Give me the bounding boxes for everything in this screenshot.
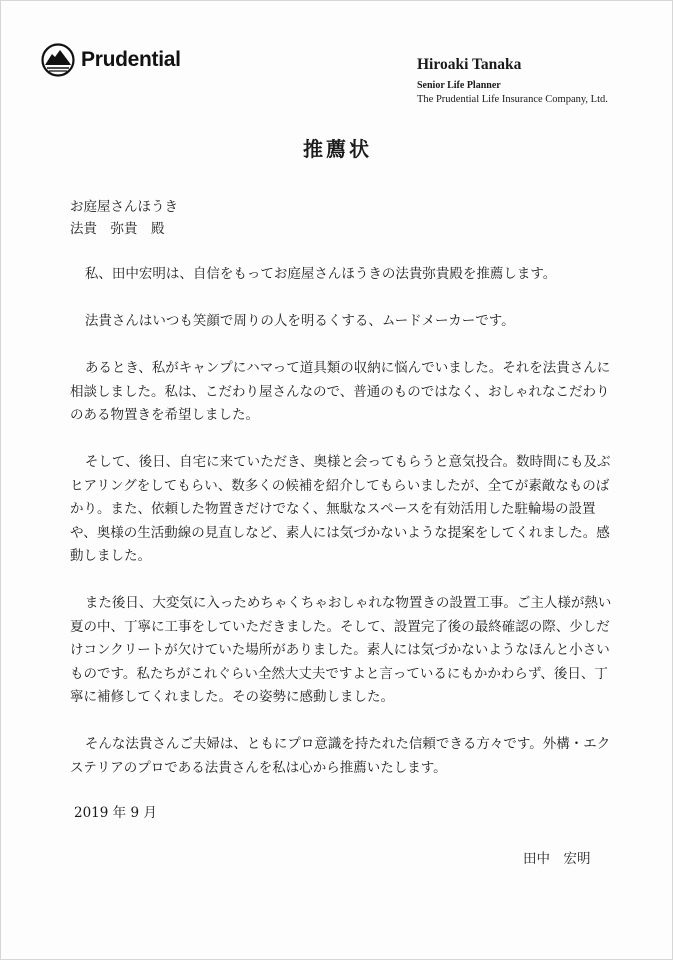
- letter-body: [70, 263, 615, 804]
- prudential-rock-icon: [41, 43, 75, 77]
- letter-title: 推薦状: [303, 137, 372, 161]
- recipient-company: お庭屋さんほうき: [70, 199, 178, 215]
- paragraph: 法貴さんはいつも笑顔で周りの人を明るくする、ムードメーカーです。: [84, 313, 515, 329]
- paragraph: そんな法貴さんご夫婦は、ともにプロ意識を持たれた信頼できる方々です。外構・エクステリアのプロである法貴さんを私は心から推薦いたします。: [70, 736, 611, 776]
- signature: 田中 宏明: [523, 851, 591, 867]
- paragraph: あるとき、私がキャンプにハマって道具類の収納に悩んでいました。それを法貴さんに相談しました。私は、こだわり屋さんなので、普通のものではなく、おしゃれなこだわりのある物置きを希望しました。: [70, 360, 611, 423]
- recipient-name: 法貴 弥貴 殿: [70, 221, 165, 237]
- prudential-logo: [41, 43, 181, 77]
- sender-position: Senior Life Planner: [417, 80, 501, 92]
- sender-name: Hiroaki Tanaka: [417, 56, 522, 73]
- brand-name: Prudential: [81, 48, 181, 71]
- paragraph: また後日、大変気に入っためちゃくちゃおしゃれな物置きの設置工事。ご主人様が熱い夏の中、丁寧に工事をしていただきました。そして、設置完了後の最終確認の際、少しだけコンクリートが欠けていた場所がありました。素人には気づかないようなほんと小さいものです。私たちがこれぐらい全然大丈夫ですよと言っているにもかかわらず、後日、丁寧に補修してくれました。その姿勢に感動しました。: [70, 595, 612, 705]
- paragraph: 私、田中宏明は、自信をもってお庭屋さんほうきの法貴弥貴殿を推薦します。: [84, 266, 557, 282]
- sender-company: The Prudential Life Insurance Company, Ltd.: [417, 93, 608, 105]
- paragraph: そして、後日、自宅に来ていただき、奥様と会ってもらうと意気投合。数時間にも及ぶヒアリングをしてもらい、数多くの候補を紹介してもらいましたが、全てが素敵なものばかり。また、依頼した物置きだけでなく、無駄なスペースを有効活用した駐輪場の設置や、奥様の生活動線の見直しなど、素人には気づかないような提案をしてくれました。感動しました。: [70, 454, 611, 564]
- letter-date: 2019 年 9 月: [74, 805, 157, 821]
- sender-block: [417, 55, 608, 106]
- recipient-block: [70, 196, 178, 240]
